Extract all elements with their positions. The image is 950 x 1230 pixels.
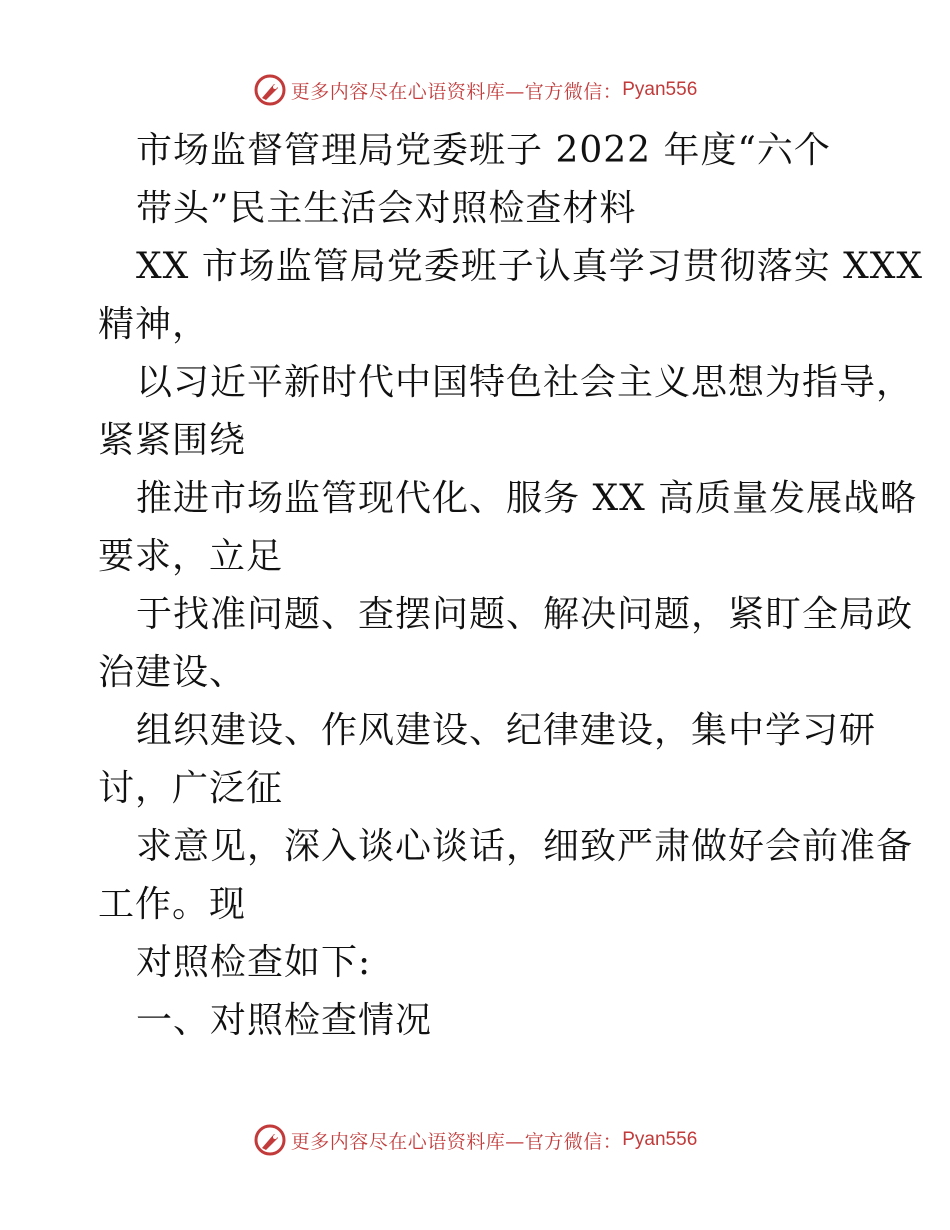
pen-nib-logo-icon	[253, 73, 287, 107]
paragraph-line: 要求，立足	[98, 536, 284, 577]
paragraph-line: 以习近平新时代中国特色社会主义思想为指导，	[136, 362, 914, 403]
paragraph-line: 推进市场监管现代化、服务 XX 高质量发展战略	[136, 478, 918, 519]
pen-nib-logo-icon	[253, 1123, 287, 1157]
paragraph-line: 紧紧围绕	[98, 420, 247, 461]
watermark-account: Pyan556	[622, 79, 698, 100]
watermark-text: 更多内容尽在心语资料库—官方微信：	[290, 1130, 623, 1153]
footer-watermark	[0, 1120, 950, 1160]
paragraph-line: XX 市场监管局党委班子认真学习贯彻落实 XXX	[136, 246, 924, 287]
paragraph-line: 治建设、	[98, 652, 247, 693]
paragraph-line: 于找准问题、查摆问题、解决问题，紧盯全局政	[136, 594, 914, 635]
paragraph-line: 求意见，深入谈心谈话，细致严肃做好会前准备	[136, 826, 914, 867]
title-line-1: 市场监督管理局党委班子 2022 年度“六个	[136, 130, 831, 171]
watermark-account: Pyan556	[622, 1129, 698, 1150]
paragraph-line: 组织建设、作风建设、纪律建设，集中学习研	[136, 710, 877, 751]
section-heading: 一、对照检查情况	[136, 1000, 433, 1041]
paragraph-line: 精神，	[98, 304, 210, 345]
paragraph-line: 讨，广泛征	[98, 768, 284, 809]
paragraph-line: 对照检查如下:	[136, 942, 372, 983]
paragraph-line: 工作。现	[98, 884, 247, 925]
header-watermark	[0, 70, 950, 110]
watermark-text: 更多内容尽在心语资料库—官方微信：	[290, 80, 623, 103]
document-body	[98, 122, 924, 1050]
title-line-2: 带头”民主生活会对照检查材料	[136, 188, 637, 229]
